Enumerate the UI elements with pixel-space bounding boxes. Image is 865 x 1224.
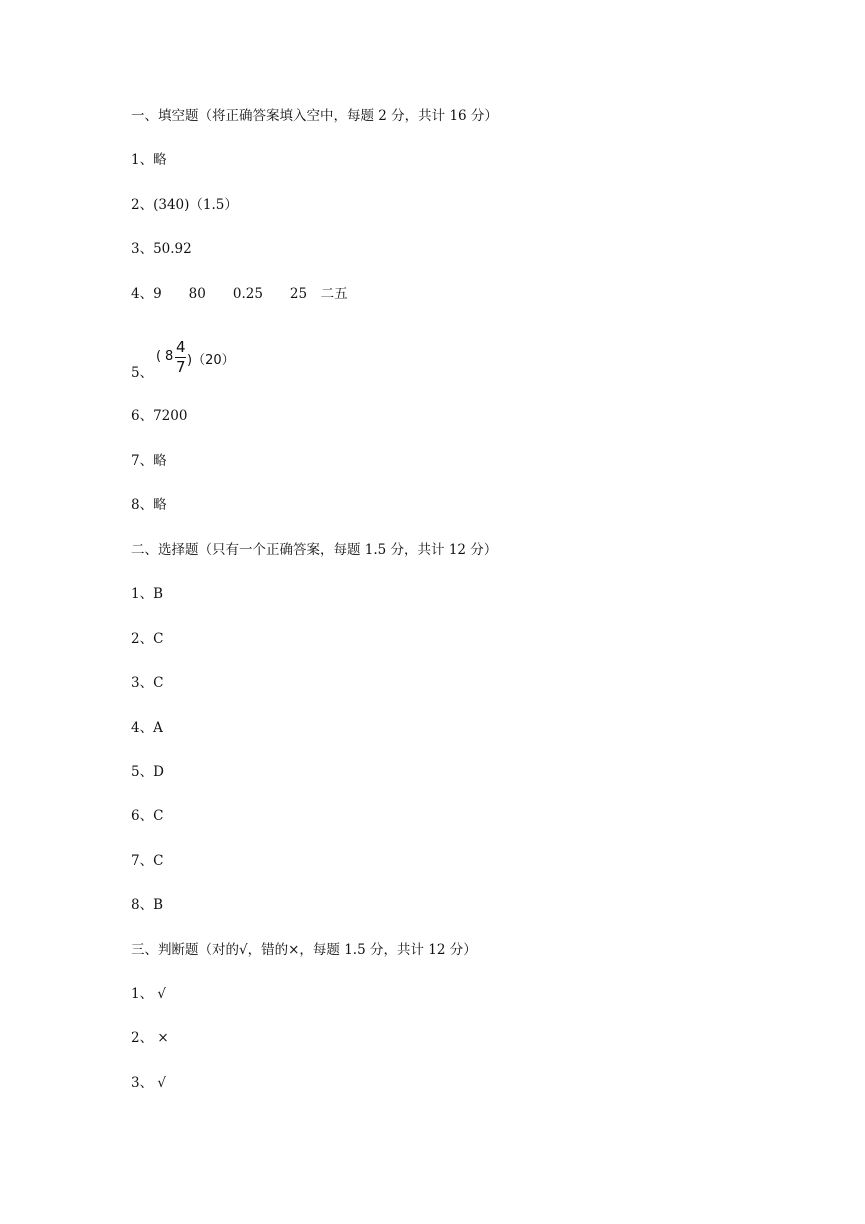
section-1-title: 一、填空题（将正确答案填入空中，每题 2 分，共计 16 分） [131,108,498,124]
s1-item-8: 8、略 [131,497,167,513]
s3-item-1: 1、 √ [131,986,166,1002]
item5-whole: 8 [165,349,174,364]
s1-item-1: 1、略 [131,152,167,168]
s1-item-6: 6、7200 [131,408,188,424]
s1-item-2: 2、(340)（1.5） [131,197,238,213]
s2-item-3: 3、C [131,675,164,691]
s2-item-4: 4、A [131,720,163,736]
s1-item-3: 3、50.92 [131,241,192,257]
s2-item-2: 2、C [131,631,164,647]
s1-item-4: 4、9 80 0.25 25 二五 [131,286,348,302]
section-2-title: 二、选择题（只有一个正确答案，每题 1.5 分，共计 12 分） [131,542,498,558]
item5-open-paren: ( [156,349,162,364]
item5-denominator: 7 [176,358,186,376]
s1-item-7: 7、略 [131,453,167,469]
section-3-title: 三、判断题（对的√，错的×，每题 1.5 分，共计 12 分） [131,942,477,958]
s2-item-7: 7、C [131,853,164,869]
s2-item-8: 8、B [131,897,164,913]
s1-item-5: 5、 [131,365,154,381]
s2-item-1: 1、B [131,586,164,602]
item5-tail: )（20） [187,353,235,368]
s2-item-5: 5、D [131,764,164,780]
s2-item-6: 6、C [131,808,164,824]
item5-numerator: 4 [176,338,186,356]
s3-item-3: 3、 √ [131,1075,166,1091]
s3-item-2: 2、 × [131,1030,169,1046]
